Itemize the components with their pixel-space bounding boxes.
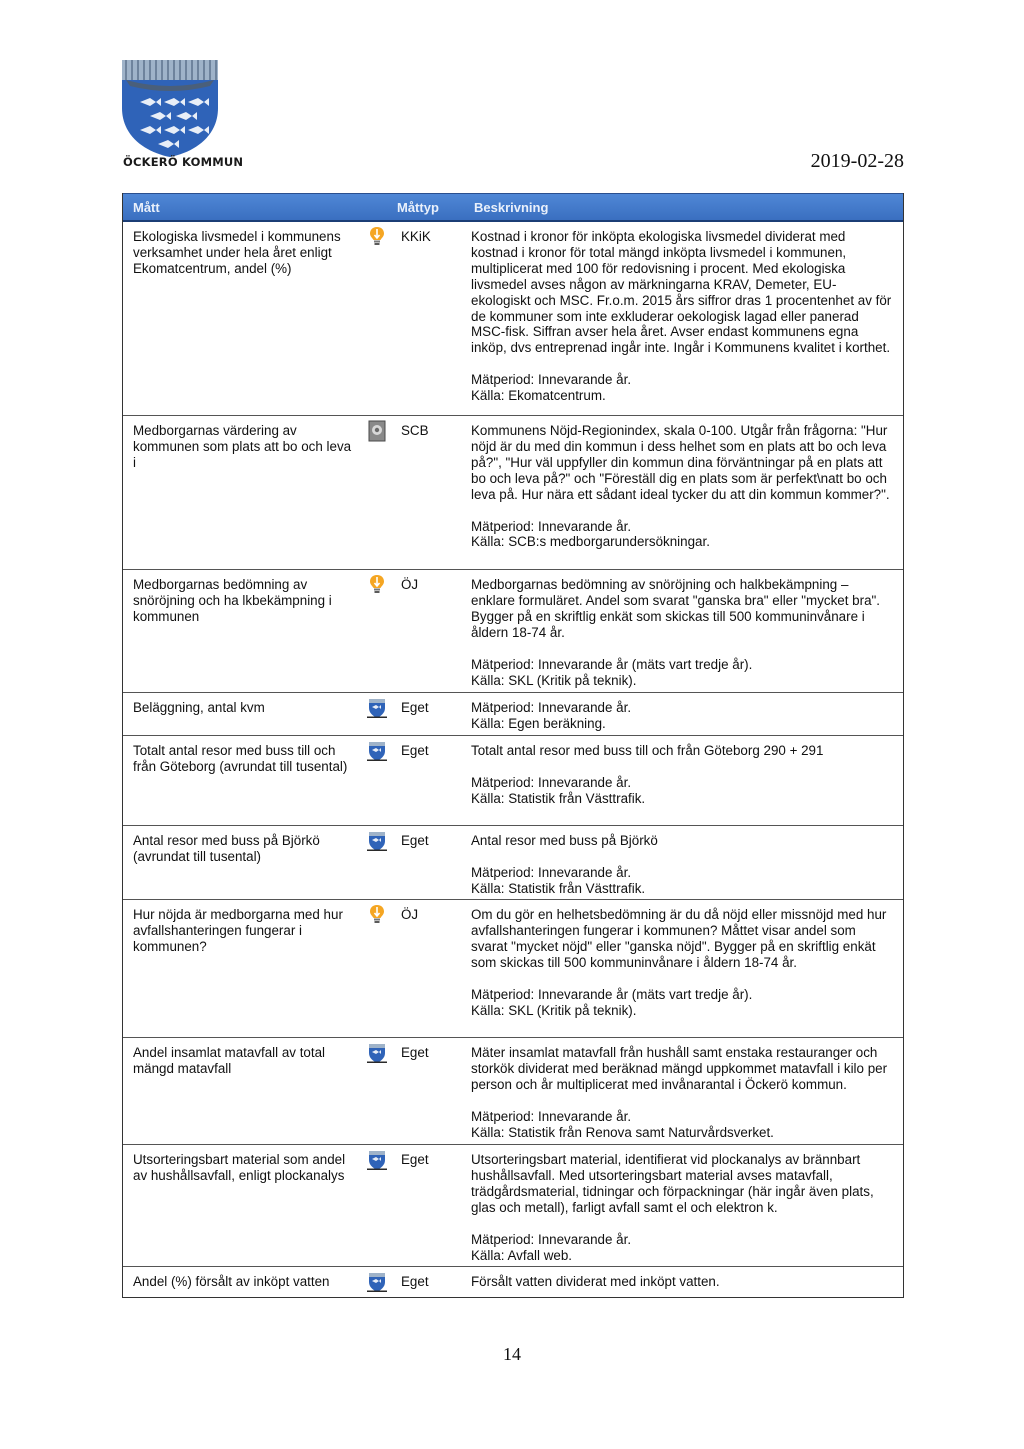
measure-type-icon-cell [363,736,391,825]
description-spacer [471,759,895,775]
document-date: 2019-02-28 [810,150,904,172]
measure-description-cell [467,416,903,569]
measure-source: Källa: Ekomatcentrum. [471,388,606,404]
measure-name: Ekologiska livsmedel i kommunens verksamhet under hela året enligt Ekomatcentrum, andel (%) [133,229,341,276]
description-spacer [471,356,895,372]
measures-table [122,193,904,1298]
measure-type: ÖJ [401,907,419,922]
measure-name: Hur nöjda är medborgarna med hur avfallshanteringen fungerar i kommunen? [133,907,343,954]
table-row [123,1267,903,1297]
measure-description: Totalt antal resor med buss till och från Göteborg 290 + 291 [471,743,824,758]
measure-type-icon-cell [363,826,391,899]
measure-name: Andel insamlat matavfall av total mängd matavfall [133,1045,326,1076]
measure-period: Mätperiod: Innevarande år. [471,1108,632,1124]
measure-type: Eget [401,1045,429,1060]
measure-name: Medborgarnas värdering av kommunen som plats att bo och leva i [133,423,352,470]
description-spacer [471,1216,895,1232]
measure-description: Kommunens Nöjd-Regionindex, skala 0-100. Utgår från frågorna: "Hur nöjd är du med din kommun i dess helhet som en plats att bo och leva på?", "Hur väl uppfyller din kommun dina förväntningar på en plats att bo och leva på?" och "Föreställ dig en plats som är perfekt\natt bo och leva på. Hur nära ett sådant ideal tycker du att din kommun kommer?". [471,423,890,502]
column-header-mattyp: Måttyp [397,199,439,215]
measure-description: Medborgarnas bedömning av snöröjning och halkbekämpning – enklare formuläret. Andel som svarat "ganska bra" eller "mycket bra". Bygger på en skriftlig enkät som skickas till 500 kommuninvånare i åldern 18-74 år. [471,577,881,640]
measure-source: Källa: Statistik från Västtrafik. [471,880,646,896]
municipal-shield-icon [366,1271,388,1297]
measure-type: Eget [401,700,429,715]
measure-name: Antal resor med buss på Björkö (avrundat till tusental) [133,833,320,864]
measure-type: SCB [401,423,429,438]
measure-type-icon-cell [363,1145,391,1266]
measure-name: Utsorteringsbart material som andel av hushållsavfall, enligt plockanalys [133,1152,346,1183]
municipal-shield-icon [366,740,388,825]
measure-type: Eget [401,1274,429,1289]
lightbulb-icon [369,574,385,692]
measure-name: Medborgarnas bedömning av snöröjning och ha lkbekämpning i kommunen [133,577,332,624]
measure-description: Antal resor med buss på Björkö [471,833,658,848]
table-header [123,193,903,222]
measure-name: Totalt antal resor med buss till och från Göteborg (avrundat till tusental) [133,743,348,774]
measure-period: Mätperiod: Innevarande år. [471,700,632,715]
measure-type-icon-cell [363,570,391,692]
table-row [123,222,903,416]
description-spacer [471,971,895,987]
description-spacer [471,1093,895,1109]
table-row [123,570,903,693]
page-number: 14 [503,1344,521,1364]
measure-description-cell [467,826,903,899]
measure-description: Mäter insamlat matavfall från hushåll samt enstaka restauranger och storkök dividerat med beräknad mängd uppkommet matavfall i kilo per person och år multiplicerat med invånarantal i Öckerö kommun. [471,1045,888,1092]
table-row [123,1038,903,1145]
municipality-coat-of-arms [120,58,240,170]
measure-source: Källa: SKL (Kritik på teknik). [471,672,637,688]
table-row [123,693,903,736]
table-body [123,222,903,1297]
table-row [123,900,903,1038]
measure-source: Källa: SCB:s medborgarundersökningar. [471,534,710,550]
measure-source: Källa: Statistik från Renova samt Naturvårdsverket. [471,1124,774,1140]
measure-description-cell [467,1038,903,1144]
measure-description: Om du gör en helhetsbedömning är du då nöjd eller missnöjd med hur avfallshanteringen fungerar i kommunen? Måttet visar andel som svarat "mycket nöjd" eller "ganska nöjd". Bygger på en skriftlig enkät som skickas till 500 kommuninvånare i åldern 18-74 år. [471,907,887,970]
municipal-shield-icon [366,697,388,735]
measure-description-cell [467,222,903,415]
measure-period: Mätperiod: Innevarande år. [471,774,632,790]
measure-type: Eget [401,833,429,848]
measure-source: Källa: Avfall web. [471,1247,572,1263]
measure-description: Utsorteringsbart material, identifierat vid plockanalys av brännbart hushållsavfall. Med utsorteringsbart material avses matavfall, trädgårdsmaterial, tidningar och förpackningar (här ingår även plats, glas och metall), farligt avfall samt el och elektron k. [471,1152,874,1215]
measure-period: Mätperiod: Innevarande år (mäts vart tredje år). [471,986,753,1002]
measure-description-cell [467,1267,903,1297]
measure-type: ÖJ [401,577,419,592]
measure-type-icon-cell [363,222,391,415]
table-row [123,826,903,900]
measure-period: Mätperiod: Innevarande år. [471,864,632,880]
municipal-shield-icon [366,1042,388,1144]
description-spacer [471,641,895,657]
measure-description-cell [467,693,903,735]
measure-period: Mätperiod: Innevarande år. [471,518,632,534]
measure-description: Kostnad i kronor för inköpta ekologiska livsmedel dividerat med kostnad i kronor för total mängd inköpta livsmedel i kommunen, multiplicerat med 100 för redovisning i procent. Med ekologiska livsmedel avses någon av märkningarna KRAV, Demeter, EU-ekologiskt och MSC. Fr.o.m. 2015 års siffror dras 1 procentenhet av för de kommuner som inte exkluderar oekologisk lagad eller panerad MSC-fisk. Siffran avser hela året. Avser endast kommunens egna inköp, dvs entreprenad ingår inte. Ingår i Kommunens kvalitet i korthet. [471,229,892,356]
measure-type-icon-cell [363,1038,391,1144]
measure-period: Mätperiod: Innevarande år. [471,1231,632,1247]
measure-type-icon-cell [363,900,391,1037]
measure-description-cell [467,736,903,825]
table-row [123,1145,903,1267]
table-row [123,416,903,570]
measure-type-icon-cell [363,1267,391,1297]
measure-name: Andel (%) försålt av inköpt vatten [133,1274,330,1289]
measure-type: KKiK [401,229,431,244]
measure-description-cell [467,570,903,692]
scb-icon [368,420,386,569]
lightbulb-icon [369,904,385,1037]
measure-description-cell [467,1145,903,1266]
measure-type-icon-cell [363,416,391,569]
measure-source: Källa: Egen beräkning. [471,715,606,731]
measure-type: Eget [401,743,429,758]
description-spacer [471,849,895,865]
description-spacer [471,503,895,519]
measure-description-cell [467,900,903,1037]
measure-period: Mätperiod: Innevarande år (mäts vart tredje år). [471,656,753,672]
measure-description: Försålt vatten dividerat med inköpt vatten. [471,1274,720,1289]
measure-source: Källa: SKL (Kritik på teknik). [471,1002,637,1018]
column-header-matt: Mått [133,199,160,215]
table-row [123,736,903,826]
column-header-beskrivning: Beskrivning [474,199,549,215]
municipal-shield-icon [366,1149,388,1266]
lightbulb-icon [369,226,385,415]
measure-period: Mätperiod: Innevarande år. [471,372,632,388]
municipal-shield-icon [366,830,388,899]
measure-type: Eget [401,1152,429,1167]
measure-type-icon-cell [363,693,391,735]
org-name: ÖCKERÖ KOMMUN [123,155,244,169]
measure-source: Källa: Statistik från Västtrafik. [471,790,646,806]
measure-name: Beläggning, antal kvm [133,700,265,715]
